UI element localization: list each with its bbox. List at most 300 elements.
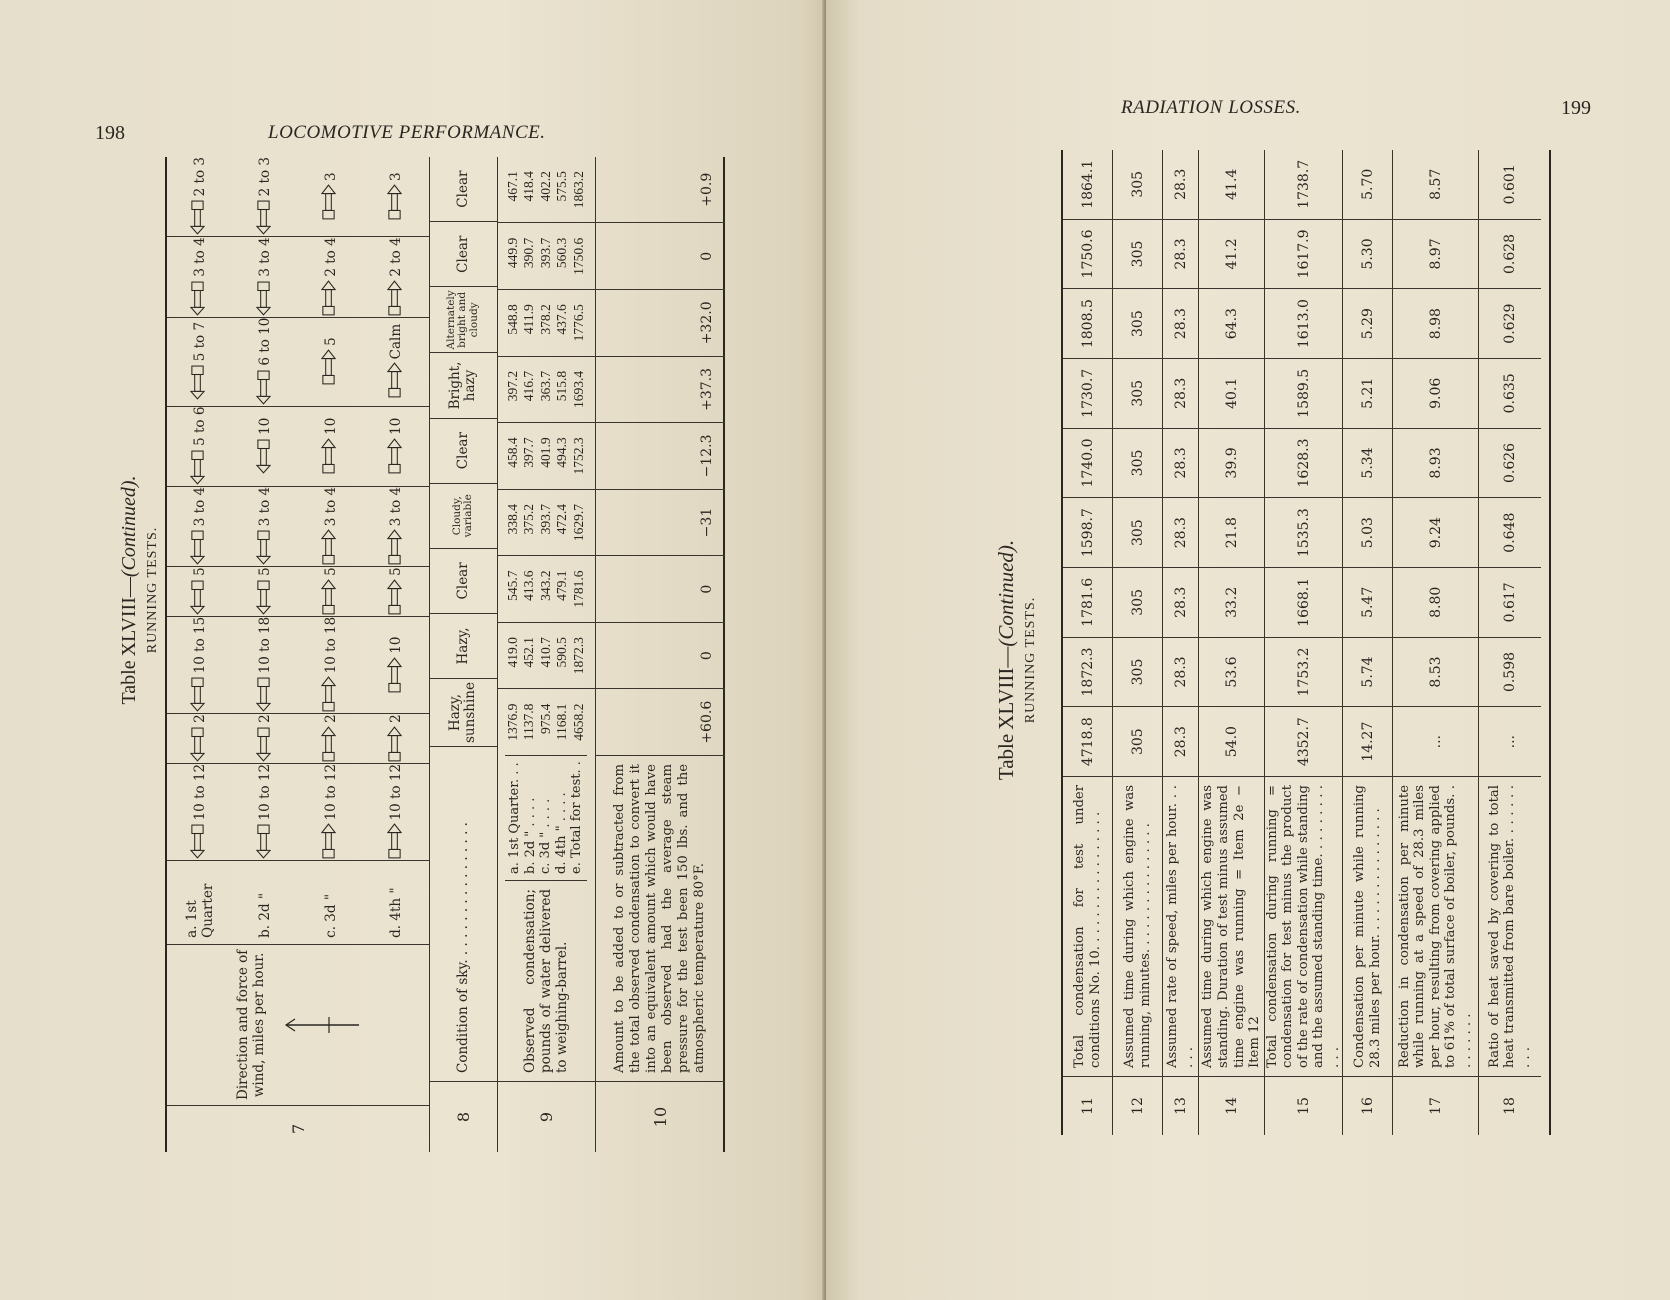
condensation-value: 560.3 xyxy=(554,237,570,269)
wind-cell xyxy=(233,407,299,486)
wind-cell xyxy=(364,157,430,236)
condensation-value: 1752.3 xyxy=(570,437,586,475)
value-cell: 5.29 xyxy=(1343,288,1392,358)
value-cell: 5.47 xyxy=(1343,567,1392,637)
wind-cell xyxy=(167,318,233,406)
wind-column xyxy=(167,486,429,566)
condensation-value: 343.2 xyxy=(537,570,553,601)
value-cell: 305 xyxy=(1113,428,1162,498)
row-number: 9 xyxy=(497,1081,595,1152)
condensation-value: 494.3 xyxy=(554,437,570,468)
condensation-cell xyxy=(497,289,595,356)
table-xlviii-left xyxy=(165,157,725,1152)
wind-vane-arrow-icon xyxy=(321,279,340,317)
value-cell: 0.635 xyxy=(1479,358,1541,428)
wind-column xyxy=(167,616,429,714)
wind-vane-arrow-icon xyxy=(387,437,406,475)
wind-cell xyxy=(364,714,430,763)
table-xlviii-right xyxy=(1061,150,1551,1135)
correction-cell: +60.6 xyxy=(595,688,725,755)
wind-cell xyxy=(298,487,364,566)
value-cell: 305 xyxy=(1113,637,1162,707)
compass-north-icon xyxy=(281,1015,361,1035)
cond-sub-d: d. 4th " . . . . xyxy=(553,792,569,874)
wind-speed: Calm xyxy=(388,323,405,360)
condensation-value: 575.5 xyxy=(554,171,570,202)
sky-data xyxy=(429,157,497,746)
wind-speed: 10 xyxy=(388,636,405,654)
wind-cell xyxy=(233,714,299,763)
correction-cell: 0 xyxy=(595,622,725,689)
condensation-value: 1168.1 xyxy=(554,703,570,741)
correction-label: Amount to be added to or subtracted from the total observed condensation to convert it into an equivalent amount which would have been observed had the average steam pressure for the test been 150 lbs. and the atmospheric temperature 80°F. xyxy=(595,755,725,1081)
running-head-right: RADIATION LOSSES. xyxy=(1121,97,1301,118)
value-cell: 0.628 xyxy=(1479,219,1541,289)
table-subcaption-left: RUNNING TESTS. xyxy=(145,526,160,654)
value-cell: 1617.9 xyxy=(1265,219,1342,289)
condensation-value: 472.4 xyxy=(554,503,570,535)
condensation-value: 378.2 xyxy=(537,304,553,335)
value-cell: 5.21 xyxy=(1343,358,1392,428)
value-cell: 1738.7 xyxy=(1295,159,1312,209)
row-label: Total condensation for test under conditions No. 10. . . . . . . . . . . . . . . . . xyxy=(1063,776,1112,1076)
condensation-cell xyxy=(497,688,595,755)
wind-cell xyxy=(167,157,233,236)
condensation-value: 1750.6 xyxy=(570,237,586,275)
table-subcaption-right: RUNNING TESTS. xyxy=(1023,596,1038,724)
row-number: 15 xyxy=(1265,1076,1342,1135)
wind-vane-arrow-icon xyxy=(256,368,275,406)
value-cell: 33.2 xyxy=(1199,567,1264,637)
wind-cell xyxy=(167,617,233,714)
wind-vane-arrow-icon xyxy=(190,822,209,860)
value-cell: 28.3 xyxy=(1163,358,1198,428)
value-cell: 8.57 xyxy=(1427,168,1444,200)
value-cell: ... xyxy=(1393,706,1478,776)
wind-vane-arrow-icon xyxy=(321,578,340,616)
condensation-values xyxy=(505,704,587,741)
cond-sub-a: a. 1st Quarter. . . xyxy=(507,762,523,874)
value-cell: 4718.8 xyxy=(1063,706,1112,776)
condensation-values xyxy=(505,304,587,341)
correction-cell: +0.9 xyxy=(699,172,715,207)
wind-speed: 2 xyxy=(388,714,405,723)
condensation-value: 437.6 xyxy=(554,304,570,335)
condensation-value: 1629.7 xyxy=(570,503,586,542)
row-sky xyxy=(429,157,498,1152)
condensation-value: 413.6 xyxy=(521,570,537,601)
wind-vane-arrow-icon xyxy=(256,822,275,860)
value-cell: 54.0 xyxy=(1199,706,1264,776)
row-number: 7 xyxy=(167,1105,429,1152)
wind-speed: 10 to 12 xyxy=(191,763,208,821)
row-number: 14 xyxy=(1199,1076,1264,1135)
wind-vane-arrow-icon xyxy=(321,437,340,475)
quarter-b-label: b. 2d " xyxy=(257,892,274,938)
condensation-value: 410.7 xyxy=(537,637,553,668)
row-number: 16 xyxy=(1343,1076,1392,1135)
value-cell: 1598.7 xyxy=(1063,497,1112,567)
condensation-label: Observed condensation; pounds of water delivered to weighing-barrel. xyxy=(522,889,570,1073)
wind-cell xyxy=(364,237,430,316)
condensation-value: 452.1 xyxy=(521,637,537,668)
row-label: Assumed rate of speed, miles per hour. . . . . . xyxy=(1163,776,1198,1076)
table-row xyxy=(1393,150,1479,1135)
wind-cell xyxy=(233,157,299,236)
wind-vane-arrow-icon xyxy=(190,198,209,236)
condensation-cell xyxy=(497,223,595,290)
wind-speed: 5 xyxy=(322,337,339,346)
sky-cell: Clear xyxy=(429,221,497,286)
value-cell: 14.27 xyxy=(1343,706,1392,776)
value-cell: 305 xyxy=(1113,567,1162,637)
wind-vane-arrow-icon xyxy=(256,578,275,616)
wind-speed: 5 xyxy=(322,567,339,576)
value-cell: 305 xyxy=(1113,497,1162,567)
row-condensation xyxy=(497,157,596,1152)
value-cell: 28.3 xyxy=(1163,428,1198,498)
wind-cell xyxy=(298,157,364,236)
value-cell: 8.80 xyxy=(1393,567,1478,637)
value-cell: 305 xyxy=(1113,288,1162,358)
condensation-cell xyxy=(497,622,595,689)
row-label: Total condensation during running = condensation for test minus the product of the rate of condensation while standing and the assumed standing time. . . . . . . . . . . . xyxy=(1265,776,1342,1076)
condensation-value: 1872.3 xyxy=(570,637,586,675)
correction-cell: +32.0 xyxy=(595,289,725,356)
running-head-left: LOCOMOTIVE PERFORMANCE. xyxy=(268,122,546,143)
wind-vane-arrow-icon xyxy=(387,822,406,860)
wind-speed: 3 to 4 xyxy=(388,486,405,527)
cond-sub-b: b. 2d " . . . . xyxy=(522,797,538,874)
condensation-data xyxy=(497,157,595,755)
value-cell: 28.3 xyxy=(1172,168,1189,200)
wind-vane-arrow-icon xyxy=(387,656,406,694)
right-page xyxy=(826,0,1670,1300)
table-caption-right xyxy=(994,440,1039,880)
value-cell: 5.30 xyxy=(1343,219,1392,289)
wind-vane-arrow-icon xyxy=(256,279,275,317)
wind-vane-arrow-icon xyxy=(387,279,406,317)
condensation-value: 975.4 xyxy=(537,703,553,735)
wind-column xyxy=(167,713,429,763)
wind-vane-arrow-icon xyxy=(190,578,209,616)
condensation-value: 4658.2 xyxy=(570,703,586,741)
wind-speed: 2 xyxy=(257,714,274,723)
wind-vane-arrow-icon xyxy=(387,578,406,616)
row-number: 12 xyxy=(1113,1076,1162,1135)
wind-speed: 5 xyxy=(388,567,405,576)
wind-label: Direction and force of wind, miles per hour. xyxy=(235,949,267,1100)
condensation-cell xyxy=(497,489,595,556)
wind-speed: 5 xyxy=(257,567,274,576)
wind-cell xyxy=(298,714,364,763)
wind-cell xyxy=(364,318,430,406)
condensation-values xyxy=(505,571,587,608)
sky-cell: Clear xyxy=(454,170,471,208)
wind-cell xyxy=(167,407,233,486)
wind-cell xyxy=(233,318,299,406)
value-cell: 41.4 xyxy=(1223,168,1240,200)
condensation-value: 390.7 xyxy=(521,237,537,269)
value-cell: 8.97 xyxy=(1393,219,1478,289)
value-cell: 0.601 xyxy=(1502,164,1518,205)
wind-vane-arrow-icon xyxy=(321,348,340,386)
row-number: 10 xyxy=(595,1081,725,1152)
wind-vane-arrow-icon xyxy=(190,363,209,401)
value-cell: 1864.1 xyxy=(1079,159,1096,209)
condensation-value: 548.8 xyxy=(504,304,520,335)
row-label: Assumed time during which engine was running, minutes. . . . . . . . . . . . . . . . xyxy=(1113,776,1162,1076)
wind-speed: 10 to 12 xyxy=(388,763,405,821)
condensation-value: 363.7 xyxy=(537,370,553,402)
value-cell: 28.3 xyxy=(1163,706,1198,776)
wind-column xyxy=(167,763,429,861)
wind-vane-arrow-icon xyxy=(387,725,406,763)
condensation-value: 515.8 xyxy=(554,370,570,402)
row-number: 13 xyxy=(1163,1076,1198,1135)
wind-speed: 3 xyxy=(388,172,405,181)
wind-cell xyxy=(233,617,299,714)
condensation-value: 418.4 xyxy=(521,171,537,202)
wind-vane-arrow-icon xyxy=(321,822,340,860)
wind-speed: 10 xyxy=(257,417,274,435)
row-number: 11 xyxy=(1063,1076,1112,1135)
sky-cell: Clear xyxy=(429,418,497,483)
condensation-value: 397.2 xyxy=(504,370,520,402)
value-cell: 1589.5 xyxy=(1265,358,1342,428)
condensation-cell xyxy=(497,555,595,622)
wind-vane-arrow-icon xyxy=(321,725,340,763)
wind-vane-arrow-icon xyxy=(256,675,275,713)
value-cell: 0.626 xyxy=(1479,428,1541,498)
value-cell: 0.648 xyxy=(1479,497,1541,567)
wind-speed: 3 to 4 xyxy=(191,237,208,277)
value-cell: 28.3 xyxy=(1163,497,1198,567)
condensation-value: 1776.5 xyxy=(570,304,586,342)
condensation-value: 479.1 xyxy=(554,570,570,601)
correction-cell: 0 xyxy=(595,555,725,622)
table-caption-left xyxy=(118,380,161,800)
sky-cell: Hazy, xyxy=(429,613,497,678)
value-cell: 1535.3 xyxy=(1265,497,1342,567)
wind-cell xyxy=(298,617,364,714)
value-cell: 64.3 xyxy=(1199,288,1264,358)
wind-speed: 3 to 4 xyxy=(257,237,274,277)
wind-speed: 10 to 18 xyxy=(257,616,274,674)
value-cell: 1730.7 xyxy=(1063,358,1112,428)
wind-vane-arrow-icon xyxy=(256,528,275,566)
wind-cell xyxy=(167,567,233,616)
wind-vane-arrow-icon xyxy=(387,183,406,221)
wind-cell xyxy=(167,487,233,566)
wind-vane-arrow-icon xyxy=(256,437,275,475)
sky-cell: Alternately bright and cloudy xyxy=(429,286,497,352)
caption-prefix: Table xyxy=(994,733,1018,781)
row-number: 18 xyxy=(1479,1076,1541,1135)
value-cell: 1753.2 xyxy=(1265,637,1342,707)
condensation-value: 416.7 xyxy=(521,370,537,402)
value-cell: 1613.0 xyxy=(1265,288,1342,358)
cond-sub-c: c. 3d " . . . . xyxy=(538,798,554,874)
wind-column xyxy=(167,566,429,616)
wind-cell xyxy=(298,318,364,406)
wind-cell xyxy=(233,567,299,616)
condensation-value: 545.7 xyxy=(504,570,520,601)
table-row xyxy=(1343,150,1393,1135)
wind-cell xyxy=(233,487,299,566)
wind-vane-arrow-icon xyxy=(256,725,275,763)
sky-cell: Clear xyxy=(429,548,497,613)
condensation-cell xyxy=(497,157,595,223)
condensation-values xyxy=(505,171,587,208)
condensation-value: 411.9 xyxy=(521,304,537,335)
table-row xyxy=(1163,150,1199,1135)
value-cell: 0.629 xyxy=(1479,288,1541,358)
wind-cell xyxy=(364,407,430,486)
wind-cell xyxy=(167,764,233,861)
wind-speed: 10 to 15 xyxy=(191,616,208,674)
value-cell: 28.3 xyxy=(1163,567,1198,637)
caption-prefix: Table xyxy=(118,660,140,705)
wind-vane-arrow-icon xyxy=(190,725,209,763)
wind-vane-arrow-icon xyxy=(321,183,340,221)
wind-speed: 10 xyxy=(388,417,405,435)
condensation-values xyxy=(505,637,587,674)
value-cell: 305 xyxy=(1113,219,1162,289)
wind-speed: 3 to 4 xyxy=(191,486,208,527)
wind-cell xyxy=(298,407,364,486)
caption-number: XLVIII— xyxy=(118,577,140,657)
value-cell: 39.9 xyxy=(1199,428,1264,498)
wind-column xyxy=(167,236,429,316)
row-correction xyxy=(595,157,725,1152)
value-cell: 8.93 xyxy=(1393,428,1478,498)
wind-speed: 2 to 4 xyxy=(388,237,405,277)
condensation-value: 1137.8 xyxy=(521,703,537,741)
value-cell: ... xyxy=(1479,706,1541,776)
wind-cell xyxy=(364,764,430,861)
wind-speed: 10 xyxy=(322,417,339,435)
row-number: 8 xyxy=(429,1081,497,1152)
table-row xyxy=(1479,150,1541,1135)
value-cell: 1740.0 xyxy=(1063,428,1112,498)
sky-label: Condition of sky. . . . . . . . . . . . . . . . . xyxy=(429,746,497,1081)
condensation-value: 401.9 xyxy=(537,437,553,468)
condensation-values xyxy=(505,504,587,541)
condensation-value: 393.7 xyxy=(537,237,553,269)
value-cell: 5.74 xyxy=(1343,637,1392,707)
condensation-value: 1863.2 xyxy=(570,171,586,209)
condensation-cell xyxy=(497,356,595,423)
condensation-value: 1781.6 xyxy=(570,570,586,608)
value-cell: 0.617 xyxy=(1479,567,1541,637)
row-label: Assumed time during which engine was standing. Duration of test minus assumed time engine was running = Item 2e − Item 12 xyxy=(1199,776,1264,1076)
wind-cell xyxy=(364,567,430,616)
page-number-left: 198 xyxy=(95,122,125,144)
condensation-value: 590.5 xyxy=(554,637,570,668)
value-cell: 5.34 xyxy=(1343,428,1392,498)
page-number-right: 199 xyxy=(1561,97,1591,119)
condensation-quarters xyxy=(505,755,587,881)
wind-vane-arrow-icon xyxy=(190,448,209,486)
table-row xyxy=(1113,150,1163,1135)
wind-cell xyxy=(298,237,364,316)
value-cell: 1872.3 xyxy=(1063,637,1112,707)
row-number: 17 xyxy=(1393,1076,1478,1135)
condensation-value: 393.7 xyxy=(537,503,553,535)
correction-cell: −31 xyxy=(595,489,725,556)
value-cell: 53.6 xyxy=(1199,637,1264,707)
condensation-values xyxy=(505,371,587,408)
wind-cell xyxy=(167,714,233,763)
wind-speed: 2 to 3 xyxy=(257,157,274,197)
value-cell: 28.3 xyxy=(1163,637,1198,707)
wind-speed: 10 to 12 xyxy=(257,763,274,821)
wind-vane-arrow-icon xyxy=(321,675,340,713)
condensation-value: 397.7 xyxy=(521,437,537,468)
value-cell: 8.98 xyxy=(1393,288,1478,358)
quarter-d-label: d. 4th " xyxy=(388,887,405,938)
caption-suffix: (Continued). xyxy=(994,539,1018,647)
caption-suffix: (Continued). xyxy=(118,475,140,578)
condensation-values xyxy=(505,437,587,474)
wind-speed: 5 to 7 xyxy=(191,321,208,362)
wind-speed: 5 xyxy=(191,567,208,576)
wind-speed: 3 xyxy=(322,172,339,181)
wind-cell xyxy=(298,764,364,861)
wind-vane-arrow-icon xyxy=(190,279,209,317)
value-cell: 28.3 xyxy=(1163,219,1198,289)
wind-speed: 6 to 10 xyxy=(257,317,274,366)
wind-cell xyxy=(167,237,233,316)
wind-vane-arrow-icon xyxy=(321,528,340,566)
wind-vane-arrow-icon xyxy=(190,528,209,566)
wind-speed: 3 to 4 xyxy=(322,486,339,527)
condensation-value: 338.4 xyxy=(504,503,520,535)
quarter-a-label: a. 1st Quarter xyxy=(183,883,216,938)
wind-speed: 3 to 4 xyxy=(257,486,274,527)
value-cell: 40.1 xyxy=(1199,358,1264,428)
condensation-value: 1376.9 xyxy=(504,703,520,741)
value-cell: 1628.3 xyxy=(1265,428,1342,498)
quarter-labels xyxy=(167,860,429,943)
value-cell: 305 xyxy=(1113,706,1162,776)
value-cell: 5.03 xyxy=(1343,497,1392,567)
wind-column xyxy=(167,317,429,406)
value-cell: 0.598 xyxy=(1479,637,1541,707)
wind-cell xyxy=(364,487,430,566)
cond-sub-e: e. Total for test. . xyxy=(569,761,585,874)
wind-speed: 2 to 4 xyxy=(322,237,339,277)
row-label: Ratio of heat saved by covering to total heat transmitted from bare boiler. . . . . . . . . . xyxy=(1479,776,1541,1076)
wind-column xyxy=(167,157,429,236)
value-cell: 9.24 xyxy=(1393,497,1478,567)
wind-cell xyxy=(298,567,364,616)
wind-label-cell xyxy=(167,944,429,1105)
wind-speed: 2 to 3 xyxy=(191,157,208,197)
value-cell: 8.53 xyxy=(1393,637,1478,707)
wind-cell xyxy=(233,237,299,316)
wind-cell xyxy=(233,764,299,861)
value-cell: 305 xyxy=(1129,170,1146,198)
value-cell: 1781.6 xyxy=(1063,567,1112,637)
wind-speed: 5 to 6 xyxy=(191,406,208,446)
row-label: Reduction in condensation per minute while running at a speed of 28.3 miles per hour, resulting from covering applied to 61% of total surface of boiler, pounds. . . . . . . . . xyxy=(1393,776,1478,1076)
wind-speed: 2 xyxy=(322,714,339,723)
condensation-value: 467.1 xyxy=(504,171,520,202)
value-cell: 21.8 xyxy=(1199,497,1264,567)
value-cell: 9.06 xyxy=(1393,358,1478,428)
